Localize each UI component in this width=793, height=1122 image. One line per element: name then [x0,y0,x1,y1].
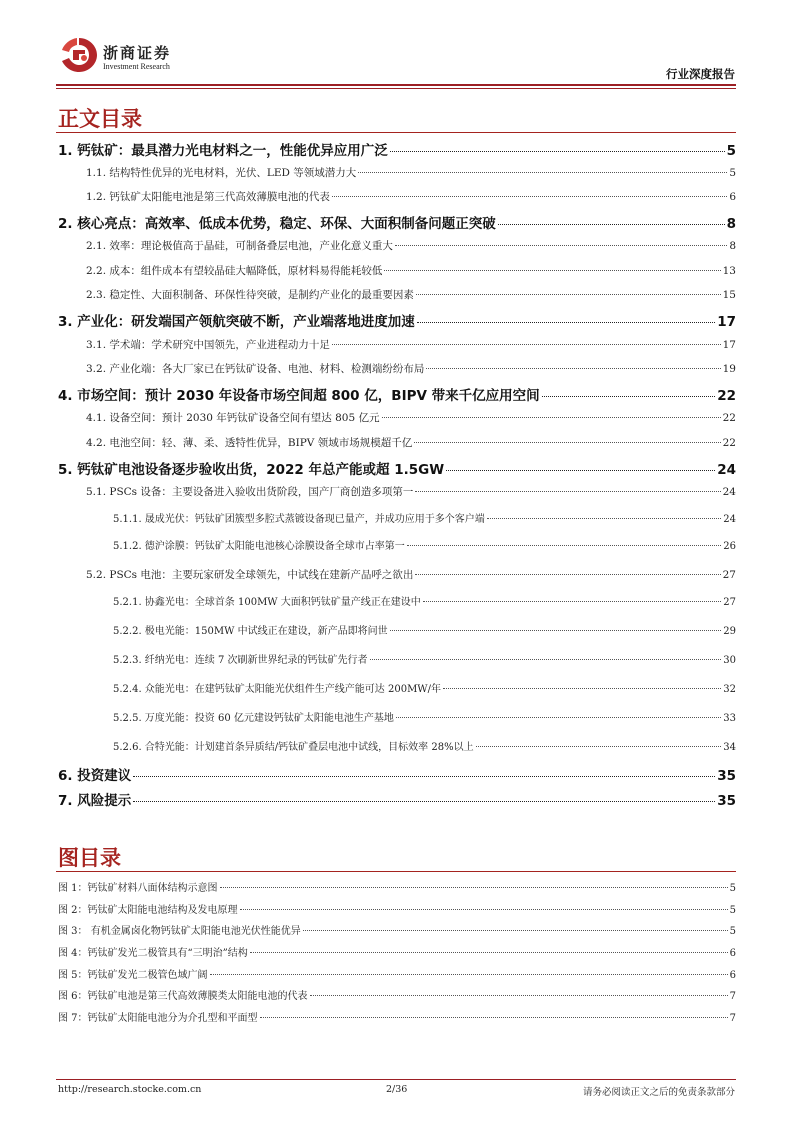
toc-entry[interactable]: 2.2. 成本：组件成本有望较晶硅大幅降低，原材料易得能耗较低 13 [86,265,736,277]
toc-entry[interactable]: 4.2. 电池空间：轻、薄、柔、透特性优异，BIPV 领域市场规模超千亿 22 [86,437,736,449]
toc-title-rule [56,132,736,133]
toc-entry[interactable]: 2. 核心亮点：高效率、低成本优势，稳定、环保、大面积制备问题正突破 8 [58,216,736,232]
toc-entry[interactable]: 3. 产业化：研发端国产领航突破不断，产业端落地进度加速 17 [58,314,736,330]
company-name-cn: 浙商证券 [103,44,172,62]
toc-entry[interactable]: 3.1. 学术端：学术研究中国领先，产业进程动力十足 17 [86,339,736,351]
report-type-label: 行业深度报告 [666,67,735,81]
toc-title: 正文目录 [58,107,142,131]
toc-entry[interactable]: 2.3. 稳定性、大面积制备、环保性待突破，是制约产业化的最重要因素 15 [86,289,736,301]
figure-entry[interactable]: 图 4：钙钛矿发光二极管具有“三明治”结构 6 [58,948,736,959]
toc-entry[interactable]: 4. 市场空间：预计 2030 年设备市场空间超 800 亿，BIPV 带来千亿应用空间 22 [58,388,736,404]
toc-entry[interactable]: 5.2.2. 极电光能：150MW 中试线正在建设，新产品即将问世 29 [113,626,736,637]
toc-entry[interactable]: 6. 投资建议 35 [58,768,736,784]
toc-entry[interactable]: 5.1. PSCs 设备：主要设备进入验收出货阶段，国产厂商创造多项第一 24 [86,486,736,498]
toc-entry[interactable]: 2.1. 效率：理论极值高于晶硅，可制备叠层电池，产业化意义重大 8 [86,240,736,252]
company-logo-icon [59,36,99,74]
header-divider [56,84,736,86]
disclaimer-note: 请务必阅读正文之后的免责条款部分 [582,1087,735,1098]
toc-entry[interactable]: 5. 钙钛矿电池设备逐步验收出货，2022 年总产能或超 1.5GW 24 [58,462,736,478]
footer-url-link[interactable]: http://research.stocke.com.cn [58,1084,202,1095]
toc-entry[interactable]: 3.2. 产业化端：各大厂家已在钙钛矿设备、电池、材料、检测端纷纷布局 19 [86,363,736,375]
toc-entry[interactable]: 1.2. 钙钛矿太阳能电池是第三代高效薄膜电池的代表 6 [86,191,736,203]
header-divider-thin [56,88,736,89]
figure-entry[interactable]: 图 5：钙钛矿发光二极管色域广阔 6 [58,970,736,981]
toc-entry[interactable]: 1. 钙钛矿：最具潜力光电材料之一，性能优异应用广泛 5 [58,143,736,159]
toc-entry[interactable]: 1.1. 结构特性优异的光电材料，光伏、LED 等领域潜力大 5 [86,167,736,179]
figure-entry[interactable]: 图 3： 有机金属卤化物钙钛矿太阳能电池光伏性能优异 5 [58,926,736,937]
toc-entry[interactable]: 5.2.4. 众能光电：在建钙钛矿太阳能光伏组件生产线产能可达 200MW/年 32 [113,684,736,695]
toc-entry[interactable]: 4.1. 设备空间：预计 2030 年钙钛矿设备空间有望达 805 亿元 22 [86,412,736,424]
toc-entry[interactable]: 5.1.2. 德沪涂膜：钙钛矿太阳能电池核心涂膜设备全球市占率第一 26 [113,541,736,552]
figure-list-title: 图目录 [58,846,121,870]
figure-entry[interactable]: 图 7：钙钛矿太阳能电池分为介孔型和平面型 7 [58,1013,736,1024]
toc-entry[interactable]: 5.2.1. 协鑫光电：全球首条 100MW 大面积钙钛矿量产线正在建设中 27 [113,597,736,608]
toc-entry[interactable]: 5.2. PSCs 电池：主要玩家研发全球领先，中试线在建新产品呼之欲出 27 [86,569,736,581]
toc-entry[interactable]: 5.2.5. 万度光能：投资 60 亿元建设钙钛矿太阳能电池生产基地 33 [113,713,736,724]
figure-entry[interactable]: 图 6：钙钛矿电池是第三代高效薄膜类太阳能电池的代表 7 [58,991,736,1002]
toc-entry[interactable]: 5.2.6. 合特光能：计划建首条异质结/钙钛矿叠层电池中试线，目标效率 28%以上 34 [113,742,736,753]
figure-list-title-rule [56,871,736,872]
footer-divider [56,1079,736,1080]
company-name-en: Investment Research [103,62,170,71]
toc-entry[interactable]: 5.2.3. 纤纳光电：连续 7 次刷新世界纪录的钙钛矿先行者 30 [113,655,736,666]
toc-entry[interactable]: 5.1.1. 晟成光伏：钙钛矿团簇型多腔式蒸镀设备现已量产，并成功应用于多个客户端 24 [113,514,736,525]
figure-entry[interactable]: 图 1：钙钛矿材料八面体结构示意图 5 [58,883,736,894]
page-number: 2/36 [386,1084,408,1095]
figure-entry[interactable]: 图 2：钙钛矿太阳能电池结构及发电原理 5 [58,905,736,916]
toc-entry[interactable]: 7. 风险提示 35 [58,793,736,809]
